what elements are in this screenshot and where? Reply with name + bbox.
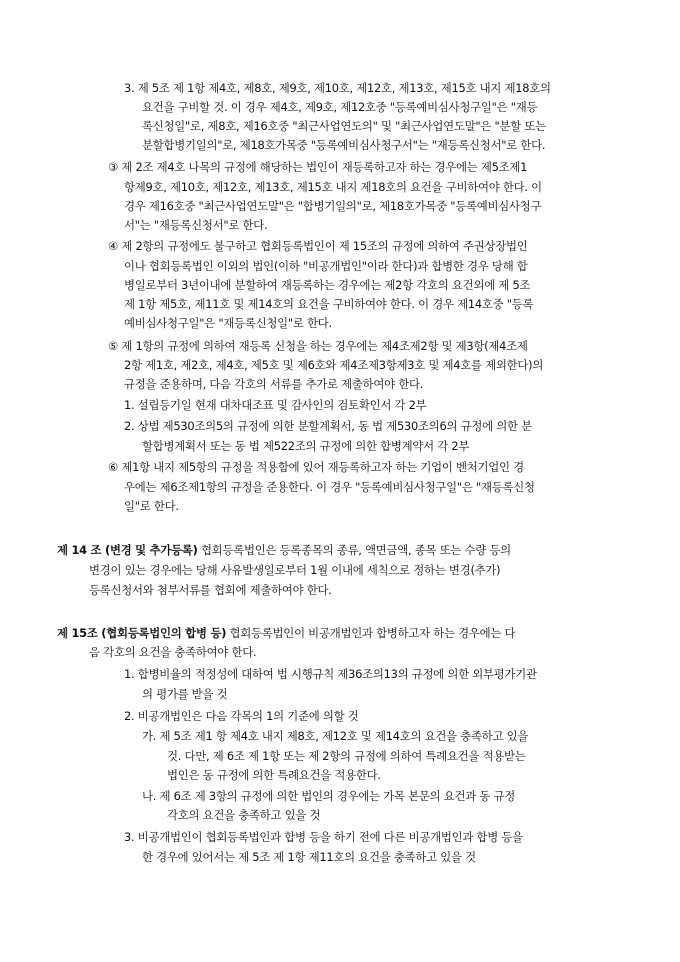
para6-line-1: ⑥ 제1항 내지 제5항의 규정을 적용함에 있어 재등록하고자 하는 기업이 벤처기업인 경 bbox=[108, 460, 524, 474]
para3-line-4: 서"는 "재등록신청서"로 한다. bbox=[124, 218, 268, 232]
article-15-item-2-ga-cont-1: 것. 다만, 제 6조 제 1항 또는 제 2항의 규정에 의하여 특례요건을 적용받는 bbox=[167, 749, 526, 763]
article-15-item-2: 2. 비공개법인은 다음 각목의 1의 기준에 의할 것 bbox=[124, 709, 359, 723]
para3-line-1: ③ 제 2조 제4호 나목의 규정에 해당하는 법인이 재등록하고자 하는 경우에는 제5조제1 bbox=[108, 160, 528, 174]
article-15-item-1-cont: 의 평가를 받을 것 bbox=[142, 687, 228, 701]
item3-line-2: 요건을 구비할 것. 이 경우 제4호, 제9호, 제12호중 "등록예비심사청구일"은 "재등 bbox=[142, 100, 538, 114]
article-15-item-2-ga-cont-2: 법인은 동 규정에 의한 특례요건을 적용한다. bbox=[167, 768, 381, 782]
para4-line-5: 예비심사청구일"은 "재등록신청일"로 한다. bbox=[124, 316, 332, 330]
item3-line-3: 록신청일"로, 제8호, 제16호중 "최근사업연도의" 및 "최근사업연도말"은 "분할 또는 bbox=[142, 119, 546, 133]
article-14-line-2: 변경이 있는 경우에는 당해 사유발생일로부터 1월 이내에 세칙으로 정하는 변경(추가) bbox=[89, 563, 501, 577]
article-15-line-1 bbox=[57, 626, 515, 640]
para5-line-3: 규정을 준용하며, 다음 각호의 서류를 추가로 제출하여야 한다. bbox=[124, 377, 424, 391]
article-14-line-1 bbox=[57, 543, 511, 557]
article-14-line-3: 등록신청서와 첨부서류를 협회에 제출하여야 한다. bbox=[89, 583, 332, 597]
para3-line-3: 경우 제16호중 "최근사업연도말"은 "합병기일의"로, 제18호가목중 "등록예비심사청구 bbox=[124, 199, 542, 213]
para4-line-4: 제 1항 제5호, 제11호 및 제14호의 요건을 구비하여야 한다. 이 경우 제14호중 "등록 bbox=[124, 297, 534, 311]
article-15-item-1: 1. 합병비율의 적정성에 대하여 법 시행규칙 제36조의13의 규정에 의한 외부평가기관 bbox=[124, 667, 537, 681]
article-15-item-2-ga: 가. 제 5조 제1 항 제4호 내지 제8호, 제12호 및 제14호의 요건을 충족하고 있을 bbox=[142, 729, 529, 743]
article-15-item-2-na: 나. 제 6조 제 3항의 규정에 의한 법인의 경우에는 가목 본문의 요건과 동 규정 bbox=[142, 789, 516, 803]
para5-line-2: 2항 제1호, 제2호, 제4호, 제5호 및 제6호와 제4조제3항제3호 및 제4호를 제외한다)의 bbox=[124, 358, 544, 372]
para5-item-2-cont: 할합병계획서 또는 동 법 제522조의 규정에 의한 합병계약서 각 2부 bbox=[142, 439, 470, 453]
para6-line-3: 일"로 한다. bbox=[124, 499, 179, 513]
para4-line-3: 병일로부터 3년이내에 분할하여 재등록하는 경우에는 제2항 각호의 요건외에 제 5조 bbox=[124, 278, 531, 292]
article-14-text: 협회등록법인은 등록종목의 종류, 액면금액, 종목 또는 수량 등의 bbox=[197, 543, 511, 557]
item3-line-1: 3. 제 5조 제 1항 제4호, 제8호, 제9호, 제10호, 제12호, 제13호, 제15호 내지 제18호의 bbox=[124, 81, 551, 95]
para5-item-1: 1. 설립등기일 현재 대차대조표 및 감사인의 검토확인서 각 2부 bbox=[124, 398, 427, 412]
article-14-heading: 제 14 조 (변경 및 추가등록) bbox=[57, 543, 198, 557]
article-15-item-3: 3. 비공개법인이 협회등록법인과 합병 등을 하기 전에 다른 비공개법인과 합병 등을 bbox=[124, 830, 523, 844]
para3-line-2: 항제9호, 제10호, 제12호, 제13호, 제15호 내지 제18호의 요건을 구비하여야 한다. 이 bbox=[124, 180, 542, 194]
article-15-text: 협회등록법인이 비공개법인과 합병하고자 하는 경우에는 다 bbox=[226, 626, 516, 640]
article-15-line-2: 음 각호의 요건을 충족하여야 한다. bbox=[89, 645, 257, 659]
article-15-item-2-na-cont: 각호의 요건을 충족하고 있을 것 bbox=[167, 808, 321, 822]
para6-line-2: 우에는 제6조제1항의 규정을 준용한다. 이 경우 "등록예비심사청구일"은 "재등록신청 bbox=[124, 480, 535, 494]
para5-line-1: ⑤ 제 1항의 규정에 의하여 재등록 신청을 하는 경우에는 제4조제2항 및 제3항(제4조제 bbox=[108, 339, 528, 353]
article-15-heading: 제 15조 (협회등록법인의 합병 등) bbox=[57, 626, 227, 640]
article-15-item-3-cont: 한 경우에 있어서는 제 5조 제 1항 제11호의 요건을 충족하고 있을 것 bbox=[142, 850, 476, 864]
para4-line-2: 이나 협회등록법인 이외의 법인(이하 "비공개법인"이라 한다)과 합병한 경우 당해 합 bbox=[124, 259, 528, 273]
para4-line-1: ④ 제 2항의 규정에도 불구하고 협회등록법인이 제 15조의 규정에 의하여 주권상장법인 bbox=[108, 239, 528, 253]
para5-item-2: 2. 상법 제530조의5의 규정에 의한 분할계획서, 동 법 제530조의6의 규정에 의한 분 bbox=[124, 419, 532, 433]
item3-line-4: 분할합병기일의"로, 제18호가목중 "등록예비심사청구서"는 "재등록신청서"로 한다. bbox=[142, 138, 546, 152]
